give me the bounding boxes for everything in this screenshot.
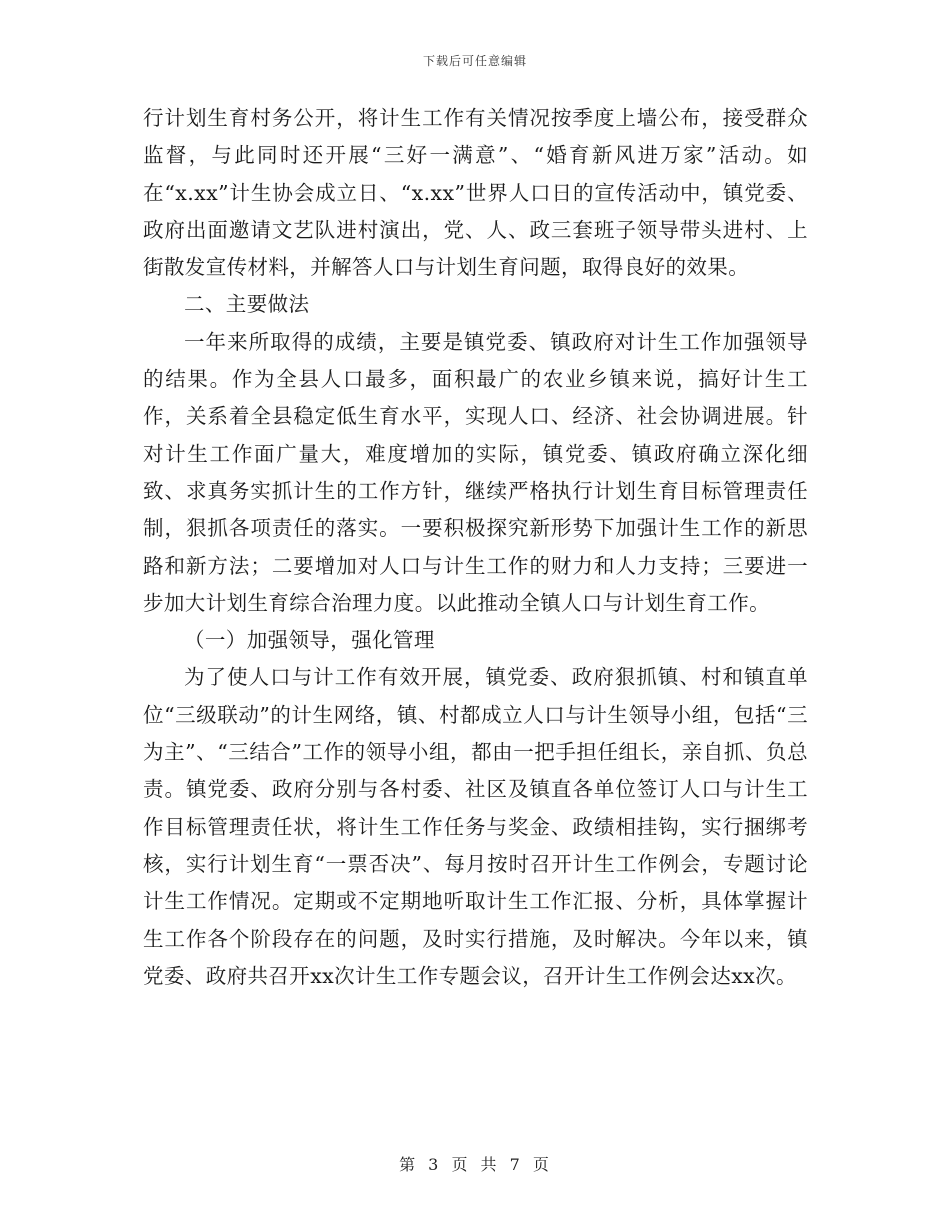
document-body [143,100,808,995]
paragraph: 行计划生育村务公开，将计生工作有关情况按季度上墙公布，接受群众监督，与此同时还开展“三好一满意”、“婚育新风进万家”活动。如在“x.xx”计生协会成立日、“x.xx”世界人口日的宣传活动中，镇党委、政府出面邀请文艺队进村演出，党、人、政三套班子领导带头进村、上街散发宣传材料，并解答人口与计划生育问题，取得良好的效果。 [143,106,808,280]
paragraph: 为了使人口与计工作有效开展，镇党委、政府狠抓镇、村和镇直单位“三级联动”的计生网络，镇、村都成立人口与计生领导小组，包括“三为主”、“三结合”工作的领导小组，都由一把手担任组长，亲自抓、负总责。镇党委、政府分别与各村委、社区及镇直各单位签订人口与计生工作目标管理责任状，将计生工作任务与奖金、政绩相挂钩，实行捆绑考核，实行计划生育“一票否决”、每月按时召开计生工作例会，专题讨论计生工作情况。定期或不定期地听取计生工作汇报、分析，具体掌握计生工作各个阶段存在的问题，及时实行措施，及时解决。今年以来，镇党委、政府共召开xx次计生工作专题会议，召开计生工作例会达xx次。 [143,665,808,988]
section-heading: 二、主要做法 [184,292,310,317]
page-number: 第 3 页 共 7 页 [399,1155,551,1174]
subsection-heading: （一）加强领导，强化管理 [184,628,435,653]
paragraph: 一年来所取得的成绩，主要是镇党委、镇政府对计生工作加强领导的结果。作为全县人口最多，面积最广的农业乡镇来说，搞好计生工作，关系着全县稳定低生育水平，实现人口、经济、社会协调进展。针对计生工作面广量大，难度增加的实际，镇党委、镇政府确立深化细致、求真务实抓计生的工作方针，继续严格执行计划生育目标管理责任制，狠抓各项责任的落实。一要积极探究新形势下加强计生工作的新思路和新方法；二要增加对人口与计生工作的财力和人力支持；三要进一步加大计划生育综合治理力度。以此推动全镇人口与计划生育工作。 [143,329,808,615]
header-note: 下载后可任意编辑 [422,54,527,68]
